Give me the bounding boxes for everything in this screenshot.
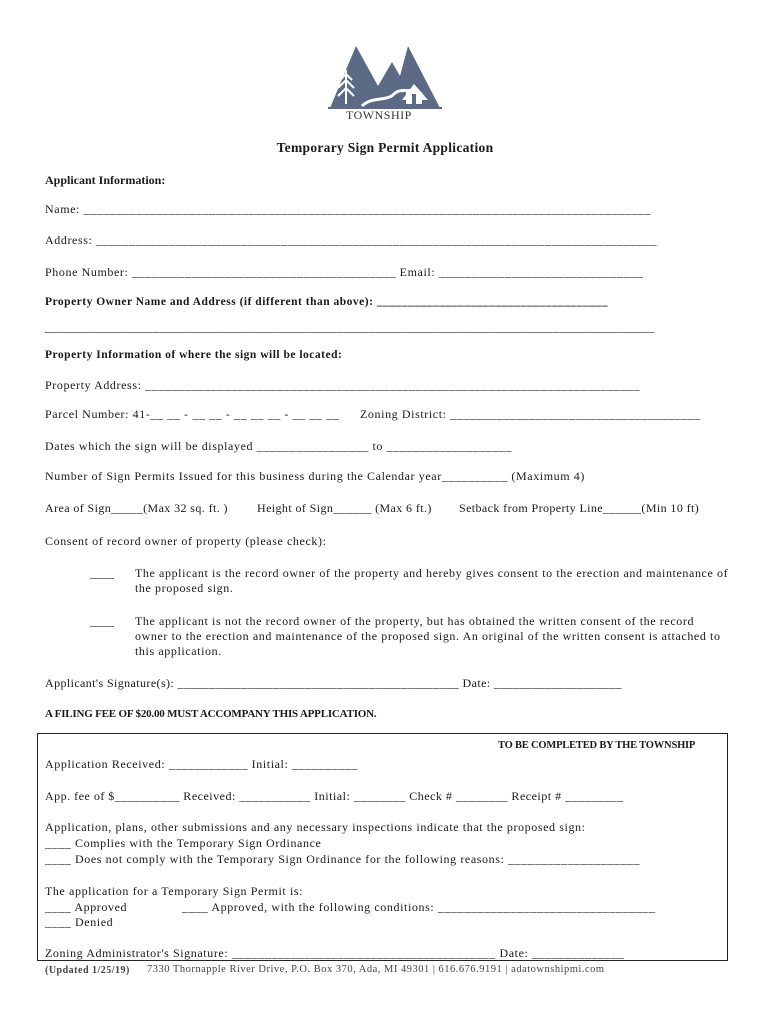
consent-not-owner-checkbox[interactable]: ____	[90, 614, 114, 628]
approved-option[interactable]: ____ Approved	[45, 900, 128, 914]
permit-intro: The application for a Temporary Sign Permit is:	[45, 884, 304, 898]
name-field[interactable]: Name: ______________________________________________________________________________________	[45, 202, 652, 216]
applicant-signature-field[interactable]: Applicant's Signature(s): ____________________________________________ Date: ____________________	[45, 676, 622, 690]
page-title: Temporary Sign Permit Application	[276, 140, 494, 155]
updated-date: (Updated 1/25/19)	[45, 965, 130, 976]
display-dates-field[interactable]: Dates which the sign will be displayed _________________ to ___________________	[45, 439, 513, 453]
zoning-district-field[interactable]: Zoning District: ______________________________________	[360, 407, 701, 421]
property-address-field[interactable]: Property Address: ___________________________________________________________________________	[45, 378, 641, 392]
consent-heading: Consent of record owner of property (please check):	[45, 534, 327, 548]
township-contact: 7330 Thornapple River Drive, P.O. Box 370, Ada, MI 49301 | 616.676.9191 | adatownshipmi.com	[147, 964, 605, 975]
filing-fee-notice: A FILING FEE OF $20.00 MUST ACCOMPANY THIS APPLICATION.	[45, 708, 377, 720]
phone-email-field[interactable]: Phone Number: ________________________________________ Email: _______________________________	[45, 265, 644, 279]
inspection-intro: Application, plans, other submissions and any necessary inspections indicate that the proposed sign:	[45, 820, 586, 834]
permits-count-field[interactable]: Number of Sign Permits Issued for this business during the Calendar year__________ (Maximum 4)	[45, 469, 585, 483]
denied-option[interactable]: ____ Denied	[45, 915, 114, 929]
complies-option[interactable]: ____ Complies with the Temporary Sign Ordinance	[45, 836, 322, 850]
app-fee-field[interactable]: App. fee of $__________ Received: ___________ Initial: ________ Check # ________ Receipt # _________	[45, 789, 624, 803]
sign-height-field[interactable]: Height of Sign______ (Max 6 ft.)	[257, 501, 432, 515]
owner-field-line2[interactable]: ________________________________________________________________________________________________	[45, 320, 655, 334]
applicant-heading: Applicant Information:	[45, 173, 166, 187]
logo-township-text: TOWNSHIP	[346, 108, 412, 122]
property-heading: Property Information of where the sign will be located:	[45, 349, 343, 361]
approved-conditions-option[interactable]: ____ Approved, with the following conditions: _________________________________	[182, 900, 656, 914]
setback-field[interactable]: Setback from Property Line______(Min 10 ft)	[459, 501, 700, 515]
parcel-number-field[interactable]: Parcel Number: 41-__ __ - __ __ - __ __ __ - __ __ __	[45, 407, 340, 421]
consent-owner-checkbox[interactable]: ____	[90, 566, 114, 580]
not-complies-option[interactable]: ____ Does not comply with the Temporary Sign Ordinance for the following reasons: ____________________	[45, 852, 641, 866]
sign-area-field[interactable]: Area of Sign_____(Max 32 sq. ft. )	[45, 501, 228, 515]
consent-owner-text: The applicant is the record owner of the property and hereby gives consent to the erection and maintenance of the proposed sign.	[135, 566, 729, 595]
address-field[interactable]: Address: _____________________________________________________________________________________	[45, 233, 658, 247]
admin-signature-field[interactable]: Zoning Administrator's Signature: ________________________________________ Date: ______________	[45, 946, 625, 960]
consent-not-owner-text: The applicant is not the record owner of the property, but has obtained the written consent of the record owner to the erection and maintenance of the proposed sign. An original of the written consent is attached to this application.	[135, 614, 721, 658]
owner-field[interactable]: Property Owner Name and Address (if different than above): _____________________________________	[45, 296, 609, 308]
township-box-heading: TO BE COMPLETED BY THE TOWNSHIP	[498, 740, 696, 751]
application-received-field[interactable]: Application Received: ____________ Initial: __________	[45, 757, 359, 771]
